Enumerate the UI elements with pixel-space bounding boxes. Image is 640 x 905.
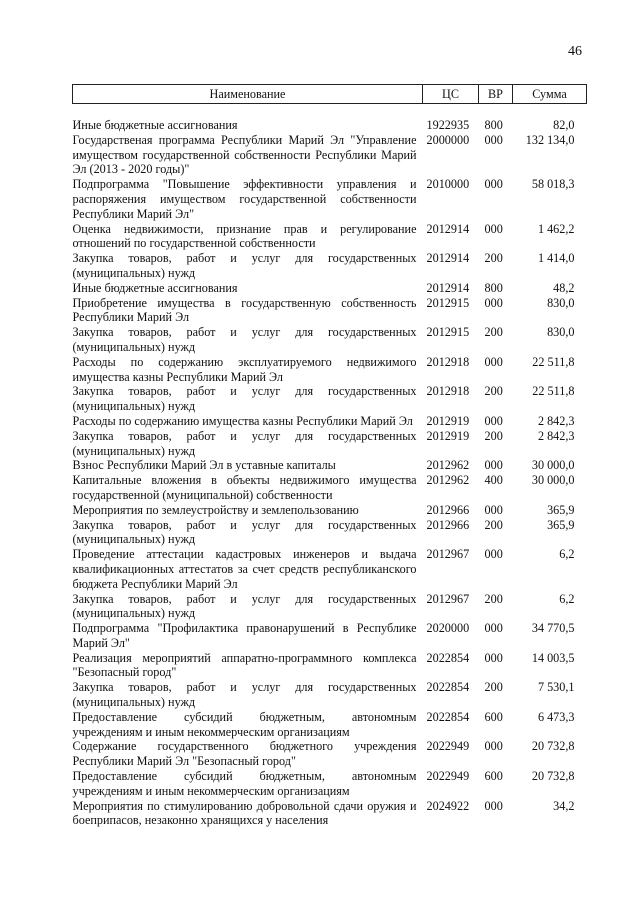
row-sum-cell: 7 530,1 bbox=[537, 680, 575, 695]
row-vr-cell: 000 bbox=[484, 739, 503, 754]
row-vr-cell: 200 bbox=[484, 517, 503, 532]
table-row bbox=[73, 251, 587, 281]
row-cs-cell: 2012914 bbox=[426, 280, 470, 295]
row-vr-cell: 000 bbox=[484, 502, 503, 517]
row-cs-cell: 2012962 bbox=[426, 458, 470, 473]
row-vr-cell: 000 bbox=[484, 798, 503, 813]
column-header-name: Наименование bbox=[73, 85, 423, 104]
row-name-cell: Капитальные вложения в объекты недвижимого имущества государственной (муниципальной) собственности bbox=[72, 473, 417, 502]
row-sum-cell: 48,2 bbox=[553, 280, 575, 295]
row-sum-cell: 22 511,8 bbox=[532, 354, 575, 369]
table-row bbox=[73, 118, 587, 133]
row-name-cell: Предоставление субсидий бюджетным, автономным учреждениям и иным некоммерческим организациям bbox=[72, 709, 417, 739]
table-row bbox=[73, 651, 587, 681]
row-name-cell: Иные бюджетные ассигнования bbox=[72, 118, 238, 132]
row-name-cell: Оценка недвижимости, признание прав и регулирование отношений по государственной собственности bbox=[72, 221, 417, 251]
row-name-cell: Предоставление субсидий бюджетным, автономным учреждениям и иным некоммерческим организациям bbox=[72, 769, 417, 798]
row-cs-cell: 2022949 bbox=[426, 739, 470, 754]
row-sum-cell: 365,9 bbox=[547, 502, 575, 517]
row-sum-cell: 30 000,0 bbox=[531, 458, 575, 473]
row-vr-cell: 600 bbox=[484, 709, 503, 724]
table-row bbox=[73, 473, 587, 503]
row-sum-cell: 6,2 bbox=[559, 591, 575, 606]
row-cs-cell: 2022854 bbox=[426, 650, 470, 665]
table-row bbox=[73, 592, 587, 622]
row-cs-cell: 1922935 bbox=[426, 118, 470, 132]
row-vr-cell: 800 bbox=[484, 280, 503, 295]
row-vr-cell: 200 bbox=[484, 428, 503, 443]
row-name-cell: Мероприятия по стимулированию добровольной сдачи оружия и боеприпасов, незаконно хранящихся у населения bbox=[72, 798, 417, 828]
table-row bbox=[73, 518, 587, 548]
row-vr-cell: 000 bbox=[484, 413, 503, 428]
row-sum-cell: 34,2 bbox=[553, 798, 575, 813]
table-row bbox=[73, 799, 587, 829]
row-name-cell: Взнос Республики Марий Эл в уставные капиталы bbox=[72, 458, 336, 473]
row-vr-cell: 400 bbox=[484, 473, 503, 488]
table-row bbox=[73, 222, 587, 252]
row-sum-cell: 30 000,0 bbox=[531, 473, 575, 488]
row-sum-cell: 82,0 bbox=[553, 118, 575, 132]
row-name-cell: Подпрограмма "Профилактика правонарушений в Республике Марий Эл" bbox=[72, 621, 417, 650]
row-cs-cell: 2012914 bbox=[426, 221, 470, 236]
table-row bbox=[73, 769, 587, 799]
row-name-cell: Закупка товаров, работ и услуг для государственных (муниципальных) нужд bbox=[72, 325, 417, 354]
row-cs-cell: 2012967 bbox=[426, 547, 470, 562]
row-name-cell: Реализация мероприятий аппаратно-программного комплекса "Безопасный город" bbox=[72, 650, 417, 680]
row-vr-cell: 000 bbox=[484, 650, 503, 665]
row-cs-cell: 2012915 bbox=[426, 325, 470, 340]
row-name-cell: Иные бюджетные ассигнования bbox=[72, 280, 238, 295]
row-cs-cell: 2012918 bbox=[426, 384, 470, 399]
table-row bbox=[73, 281, 587, 296]
row-name-cell: Расходы по содержанию имущества казны Республики Марий Эл bbox=[72, 413, 413, 428]
row-cs-cell: 2022949 bbox=[426, 769, 470, 784]
row-cs-cell: 2020000 bbox=[426, 621, 470, 636]
row-name-cell: Закупка товаров, работ и услуг для государственных (муниципальных) нужд bbox=[72, 384, 417, 414]
row-cs-cell: 2012919 bbox=[426, 428, 470, 443]
row-vr-cell: 200 bbox=[484, 680, 503, 695]
row-name-cell: Расходы по содержанию эксплуатируемого недвижимого имущества казны Республики Марий Эл bbox=[72, 354, 417, 384]
row-sum-cell: 830,0 bbox=[547, 295, 575, 310]
row-vr-cell: 200 bbox=[484, 251, 503, 266]
row-cs-cell: 2012914 bbox=[426, 251, 470, 266]
table-row bbox=[73, 503, 587, 518]
row-sum-cell: 22 511,8 bbox=[532, 384, 575, 399]
row-name-cell: Закупка товаров, работ и услуг для государственных (муниципальных) нужд bbox=[72, 680, 417, 710]
row-vr-cell: 000 bbox=[484, 621, 503, 636]
row-name-cell: Приобретение имущества в государственную собственность Республики Марий Эл bbox=[72, 295, 417, 325]
row-sum-cell: 6 473,3 bbox=[537, 709, 575, 724]
row-name-cell: Закупка товаров, работ и услуг для государственных (муниципальных) нужд bbox=[72, 517, 417, 547]
row-cs-cell: 2024922 bbox=[426, 798, 470, 813]
row-sum-cell: 14 003,5 bbox=[531, 650, 575, 665]
row-cs-cell: 2012915 bbox=[426, 295, 470, 310]
row-cs-cell: 2012966 bbox=[426, 502, 470, 517]
row-name-cell: Закупка товаров, работ и услуг для государственных (муниципальных) нужд bbox=[72, 251, 417, 280]
table-row bbox=[73, 133, 587, 177]
table-row bbox=[73, 414, 587, 429]
row-sum-cell: 34 770,5 bbox=[531, 621, 575, 636]
table-row bbox=[73, 177, 587, 221]
row-sum-cell: 132 134,0 bbox=[525, 132, 575, 147]
row-sum-cell: 58 018,3 bbox=[531, 177, 575, 192]
row-sum-cell: 2 842,3 bbox=[537, 428, 575, 443]
row-name-cell: Мероприятия по землеустройству и землепользованию bbox=[72, 502, 359, 517]
table-row bbox=[73, 621, 587, 651]
row-name-cell: Проведение аттестации кадастровых инженеров и выдача квалификационных аттестатов за счет средств республиканского бюджета Республики Марий Эл bbox=[72, 547, 417, 591]
table-row bbox=[73, 680, 587, 710]
row-vr-cell: 000 bbox=[484, 132, 503, 147]
row-cs-cell: 2012919 bbox=[426, 413, 470, 428]
row-name-cell: Государственая программа Республики Марий Эл "Управление имуществом государственной собственности Республики Марий Эл (2013 - 2020 годы)" bbox=[72, 132, 417, 177]
column-header-vr: ВР bbox=[479, 85, 513, 104]
row-vr-cell: 000 bbox=[484, 354, 503, 369]
row-vr-cell: 200 bbox=[484, 325, 503, 340]
row-vr-cell: 800 bbox=[484, 118, 503, 132]
table-row bbox=[73, 429, 587, 459]
row-cs-cell: 2022854 bbox=[426, 680, 470, 695]
page-number: 46 bbox=[568, 44, 582, 59]
row-name-cell: Содержание государственного бюджетного учреждения Республики Марий Эл "Безопасный город" bbox=[72, 739, 417, 769]
row-vr-cell: 000 bbox=[484, 177, 503, 192]
column-header-sum: Сумма bbox=[513, 85, 587, 104]
row-cs-cell: 2022854 bbox=[426, 709, 470, 724]
table-row bbox=[73, 325, 587, 355]
row-vr-cell: 200 bbox=[484, 591, 503, 606]
row-vr-cell: 200 bbox=[484, 384, 503, 399]
table-spacer bbox=[73, 104, 587, 119]
row-sum-cell: 365,9 bbox=[547, 517, 575, 532]
row-sum-cell: 20 732,8 bbox=[531, 739, 575, 754]
row-cs-cell: 2012966 bbox=[426, 517, 470, 532]
table-row bbox=[73, 296, 587, 326]
column-header-cs: ЦС bbox=[423, 85, 479, 104]
row-cs-cell: 2012918 bbox=[426, 354, 470, 369]
row-cs-cell: 2010000 bbox=[426, 177, 470, 192]
row-sum-cell: 20 732,8 bbox=[531, 769, 575, 784]
row-vr-cell: 000 bbox=[484, 547, 503, 562]
table-header-row bbox=[73, 85, 587, 104]
row-vr-cell: 000 bbox=[484, 458, 503, 473]
row-sum-cell: 1 414,0 bbox=[537, 251, 575, 266]
row-name-cell: Закупка товаров, работ и услуг для государственных (муниципальных) нужд bbox=[72, 591, 417, 621]
row-sum-cell: 6,2 bbox=[559, 547, 575, 562]
table-row bbox=[73, 458, 587, 473]
row-cs-cell: 2000000 bbox=[426, 132, 470, 147]
table-row bbox=[73, 739, 587, 769]
table-body bbox=[73, 104, 587, 829]
row-vr-cell: 600 bbox=[484, 769, 503, 784]
row-name-cell: Закупка товаров, работ и услуг для государственных (муниципальных) нужд bbox=[72, 428, 417, 458]
row-vr-cell: 000 bbox=[484, 221, 503, 236]
row-name-cell: Подпрограмма "Повышение эффективности управления и распоряжения имуществом государственной собственности Республики Марий Эл" bbox=[72, 177, 417, 221]
row-cs-cell: 2012962 bbox=[426, 473, 470, 488]
table-row bbox=[73, 384, 587, 414]
budget-table bbox=[72, 84, 587, 828]
row-sum-cell: 830,0 bbox=[547, 325, 575, 340]
row-sum-cell: 2 842,3 bbox=[537, 413, 575, 428]
row-cs-cell: 2012967 bbox=[426, 591, 470, 606]
table-row bbox=[73, 547, 587, 591]
table-row bbox=[73, 710, 587, 740]
row-vr-cell: 000 bbox=[484, 295, 503, 310]
table-row bbox=[73, 355, 587, 385]
row-sum-cell: 1 462,2 bbox=[537, 221, 575, 236]
